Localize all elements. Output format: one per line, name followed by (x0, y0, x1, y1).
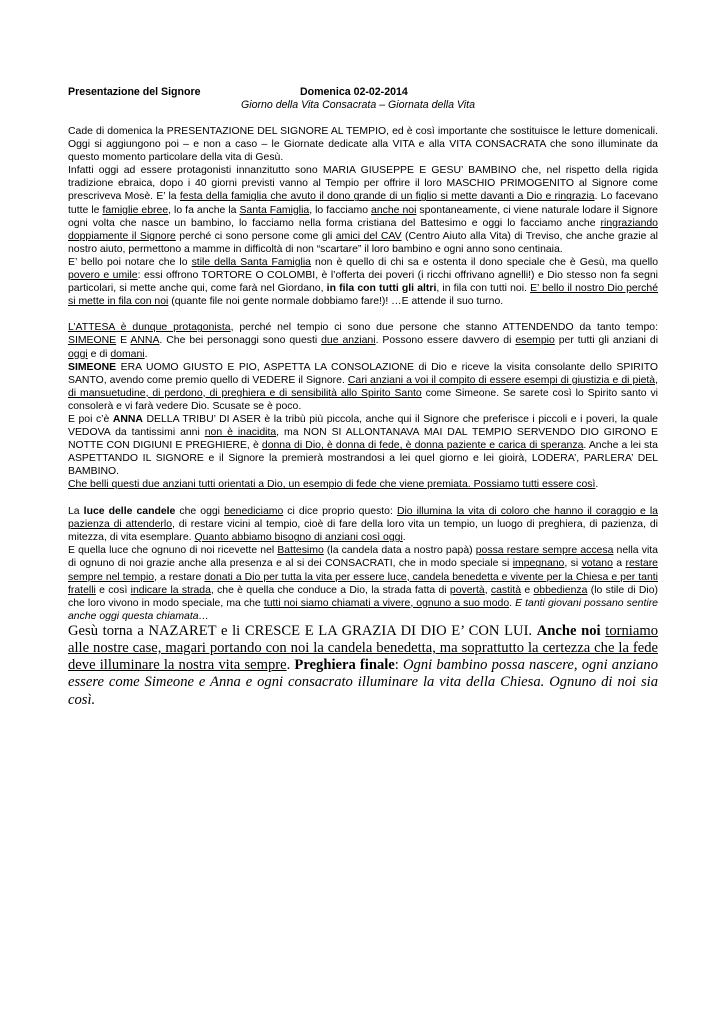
paragraph-consecrated: E quella luce che ognuno di noi ricevette nel Battesimo (la candela data a nostro papà) possa restare sempre accesa nella vita di ognuno di noi grazie anche alla presenza e al si dei CONSACRATI, che in modo speciale si impegnano, si votano a restare sempre nel tempio, a restare donati a Dio per tutta la vita per essere luce, candela benedetta e vivente per la Chiesa e per tanti fratelli e così indicare la strada, che è quella che conduce a Dio, la strada fatta di povertà, castità e obbedienza (lo stile di Dio) che loro vivono in modo speciale, ma che tutti noi siamo chiamati a vivere, ognuno a suo modo. E tanti giovani possano sentire anche oggi questa chiamata… (68, 545, 658, 622)
paragraph-waiting: L’ATTESA è dunque protagonista, perché nel tempio ci sono due persone che stanno ATTENDENDO da tanto tempo: SIMEONE E ANNA. Che bei personaggi sono questi due anziani. Possono essere davvero di esempio per tutti gli anziani di oggi e di domani. (68, 322, 659, 360)
document-title: Presentazione del Signore (68, 86, 201, 98)
paragraph-simeone: SIMEONE ERA UOMO GIUSTO E PIO, ASPETTA LA CONSOLAZIONE di Dio e riceve la visita consolante dello SPIRITO SANTO, avendo come premio quello di VEDERE il Signore. Cari anziani a voi il compito di essere esempi di giustizia e di pietà, di mansuetudine, di perdono, di preghiera e di sensibilità allo Spirito Santo come Simeone. Se sarete così lo Spirito santo vi consolerà e vi farà vedere Dio. Scusate se è poco. (68, 361, 658, 412)
document-header (68, 86, 658, 99)
paragraph-candles: La luce delle candele che oggi benediciamo ci dice proprio questo: Dio illumina la vita di coloro che hanno il coraggio e la pazienza di attenderlo, di restare vicini al tempio, cioè di fare della loro vita un tempio, un luogo di preghiera, di pazienza, di mitezza, di vita esemplare. Quanto abbiamo bisogno di anziani così oggi. (68, 506, 658, 544)
paragraph-holy-family: Infatti oggi ad essere protagonisti innanzitutto sono MARIA GIUSEPPE E GESU’ BAMBINO che, nel rispetto della rigida tradizione ebraica, dopo i 40 giorni previsti vanno al Tempio per offrire il loro MASCHIO PRIMOGENITO al Signore come prescriveva Mosè. E’ la festa della famiglia che avuto il dono grande di un figlio si mette davanti a Dio e ringrazia. Lo facevano tutte le famiglie ebree, lo fa anche la Santa Famiglia, lo facciamo anche noi spontaneamente, ci viene naturale lodare il Signore ogni volta che nasce un bambino, lo facciamo nella forma cristiana del Battesimo e oggi lo facciamo anche ringraziando doppiamente il Signore perché ci sono persone come gli amici del CAV (Centro Aiuto alla Vita) di Treviso, che anche grazie al nostro aiuto, permettono a mamme in difficoltà di non “scartare” il loro bambino e ogni anno sono centinaia. (68, 165, 658, 255)
document-date: Domenica 02-02-2014 (300, 86, 408, 98)
document-subtitle: Giorno della Vita Consacrata – Giornata della Vita (241, 99, 475, 111)
paragraph-closing-prayer: Gesù torna a NAZARET e li CRESCE E LA GRAZIA DI DIO E’ CON LUI. Anche noi torniamo alle nostre case, magari portando con noi la candela benedetta, ma soprattutto la certezza che la fede deve illuminare la nostra vita sempre. Preghiera finale: Ogni bambino possa nascere, ogni anziano essere come Simeone e Anna e ogni consacrato illuminare la vita della Chiesa. Ognuno di noi sia così. (68, 622, 659, 708)
paragraph-intro: Cade di domenica la PRESENTAZIONE DEL SIGNORE AL TEMPIO, ed è così importante che sostituisce le letture domenicali. Oggi si aggiungono poi – e non a caso – le Giornate dedicate alla VITA e alla VITA CONSACRATA che sono illuminate da questo momento particolare della vita di Gesù. (68, 126, 658, 164)
paragraph-humble-style: E’ bello poi notare che lo stile della Santa Famiglia non è quello di chi sa e ostenta il dono speciale che è Gesù, ma quello povero e umile: essi offrono TORTORE O COLOMBI, è l’offerta dei poveri (i ricchi offrivano agnelli!) e Dio stesso non fa segni particolari, si mette anche qui, come farà nel Giordano, in fila con tutti gli altri, in fila con tutti noi. E’ bello il nostro Dio perché si mette in fila con noi (quante file noi gente normale dobbiamo fare!)! …E attende il suo turno. (68, 256, 659, 308)
paragraph-anna: E poi c’è ANNA DELLA TRIBU’ DI ASER è la tribù più piccola, anche qui il Signore che preferisce i piccoli e i poveri, la quale VEDOVA da tantissimi anni non è inacidita, ma NON SI ALLONTANAVA MAI DAL TEMPIO SERVENDO DIO GIRONO E NOTTE CON DIGIUNI E PREGHIERE, è donna di Dio, è donna di fede, è donna paziente e carica di speranza. Anche a lei sta ASPETTANDO IL SIGNORE e il Signore la premierà mostrandosi a lei quel giorno e lei gioirà, LODERA’, PARLERA’ DEL BAMBINO. Che belli questi due anziani tutti orientati a Dio, un esempio di fede che viene premiata. Possiamo tutti essere così. (68, 413, 658, 491)
document-body (68, 86, 658, 709)
